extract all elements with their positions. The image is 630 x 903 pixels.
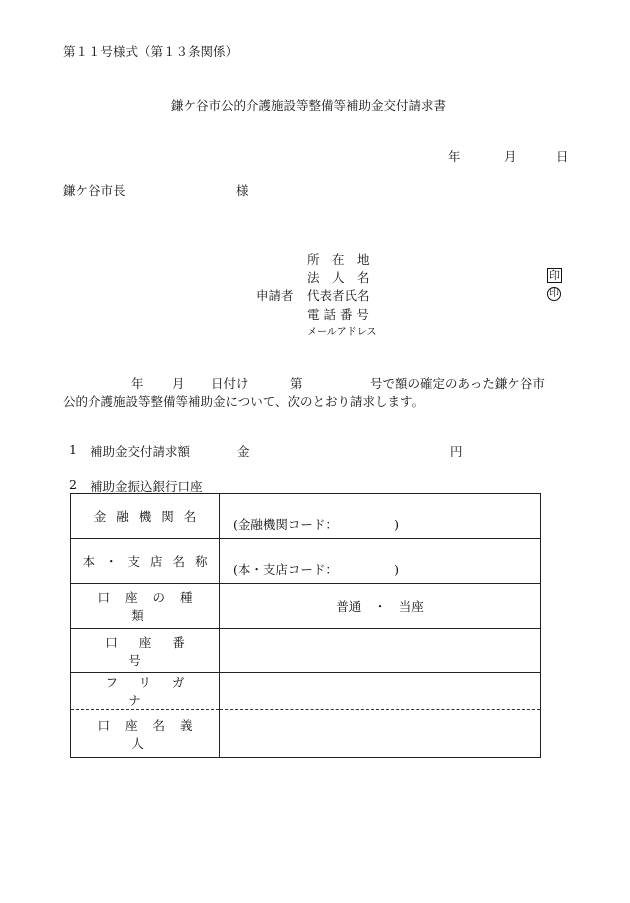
institution-code-text: (金融機関コード： ) [233,517,400,532]
item1-number: 1 [69,442,77,457]
applicant-label: 申請者 [256,288,294,303]
account-type-label: 口座の種類 [97,590,208,623]
furigana-row [71,673,541,710]
applicant-address-label: 所 在 地 [307,252,370,267]
account-type-value-cell[interactable] [220,584,541,629]
form-number: 第１１号様式（第１３条関係） [63,44,239,59]
institution-value-cell[interactable] [220,494,541,539]
item1-yen: 円 [450,444,463,459]
body-dai: 第 [290,376,303,391]
account-type-label-cell [71,584,220,629]
branch-value-cell[interactable] [220,539,541,584]
body-day: 日付け [211,376,249,391]
account-number-row [71,629,541,673]
account-type-options: 普通 ・ 当座 [336,599,424,614]
furigana-label-cell [71,673,220,710]
date-year: 年 [448,149,461,164]
body-month: 月 [172,376,185,391]
furigana-label: フリガナ [105,675,206,708]
body-line2: 公的介護施設等整備等補助金について、次のとおり請求します。 [63,394,425,409]
furigana-value-cell[interactable] [220,673,541,710]
item1-kin: 金 [237,444,250,459]
branch-label: 本・支店名称 [82,554,218,569]
item2-label: 補助金振込銀行口座 [90,479,203,494]
holder-label: 口座名義人 [97,717,208,751]
item1-label: 補助金交付請求額 [90,444,191,459]
branch-code-text: (本・支店コード： ) [233,562,400,577]
applicant-phone-label: 電 話 番 号 [307,307,369,322]
branch-label-cell [71,539,220,584]
account-number-value-cell[interactable] [220,629,541,673]
applicant-email-label: メールアドレス [307,327,377,338]
holder-row [71,710,541,758]
institution-label-cell [71,494,220,539]
account-type-row [71,584,541,629]
bank-account-table [70,493,541,758]
body-year: 年 [131,376,144,391]
addressee-name: 鎌ケ谷市長 [63,183,126,198]
seal-box-icon: 印 [549,269,560,282]
applicant-rep-label: 代表者氏名 [307,288,370,303]
date-month: 月 [504,149,517,164]
addressee-honorific: 様 [236,183,249,198]
holder-label-cell [71,710,220,758]
account-number-label: 口座番号 [105,634,206,668]
holder-value-cell[interactable] [220,710,541,758]
seal-circle-icon: 印 [549,288,559,299]
branch-row [71,539,541,584]
item2-number: 2 [69,477,77,492]
document-title: 鎌ケ谷市公的介護施設等整備等補助金交付請求書 [171,98,447,113]
body-line1-rest: 号で額の確定のあった鎌ケ谷市 [370,376,545,391]
date-day: 日 [556,149,569,164]
applicant-corp-label: 法 人 名 [307,270,370,285]
institution-row [71,494,541,539]
institution-label: 金融機関名 [93,509,207,524]
account-number-label-cell [71,629,220,673]
